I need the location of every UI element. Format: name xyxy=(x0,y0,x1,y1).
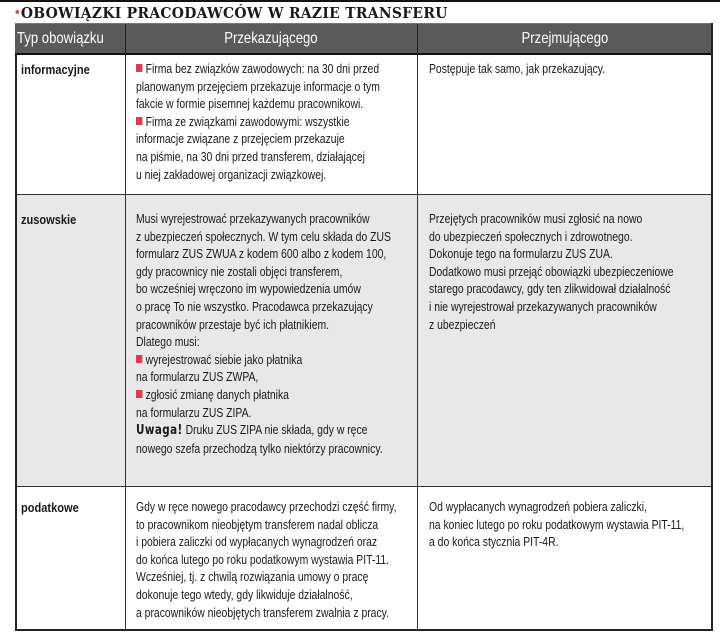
text-line: na koniec lutego po roku podatkowym wystawia PIT-11, xyxy=(429,516,685,532)
line-text: u niej zakładowej organizacji związkowej. xyxy=(136,166,327,182)
line-text: to pracownikom nieobjętym transferem nadal oblicza xyxy=(136,516,379,532)
header-type-label: Typ obowiązku xyxy=(17,30,104,47)
text-line xyxy=(136,95,380,113)
header-przekazujacego xyxy=(125,24,417,54)
bullet-icon xyxy=(136,64,142,72)
przejmujacego-cell xyxy=(429,60,649,78)
text-line: Dokonuje tego na formularzu ZUS ZUA. xyxy=(429,246,613,262)
bullet-icon xyxy=(136,390,142,398)
line-text: Musi wyrejestrować przekazywanych pracowników xyxy=(136,211,370,226)
line-text: do końca lutego po roku podatkowym wystawia PIT-11. xyxy=(136,551,390,567)
text-line xyxy=(136,440,391,458)
line-text: na formularzu ZUS ZWPA, xyxy=(136,369,259,385)
table-row xyxy=(15,195,713,487)
line-text: nowego szefa przechodzą tylko niektórzy pracownicy. xyxy=(136,440,383,456)
table-right-border xyxy=(711,23,713,631)
obligation-type-label: zusowskie xyxy=(21,212,77,227)
line-text: wyrejestrować siebie jako płatnika xyxy=(145,351,303,367)
line-text: Druku ZUS ZIPA nie składa, gdy w ręce xyxy=(182,422,368,438)
table-title xyxy=(14,4,448,22)
text-line xyxy=(136,245,391,263)
text-line xyxy=(136,78,380,96)
line-text: Wcześniej, tj. z chwilą rozwiązania umowy o pracę xyxy=(136,569,369,585)
text-line xyxy=(136,368,391,386)
obligation-type xyxy=(21,499,89,517)
obligation-type-label: informacyjne xyxy=(21,62,90,77)
text-line xyxy=(136,166,380,184)
text-line xyxy=(136,351,391,369)
text-line xyxy=(136,298,391,316)
text-line xyxy=(136,130,380,148)
text-line xyxy=(136,586,396,604)
column-divider xyxy=(417,55,418,194)
header-divider xyxy=(417,24,418,54)
column-divider xyxy=(125,195,126,486)
warning-label: Uwaga! xyxy=(136,423,183,439)
table-left-border xyxy=(15,55,17,631)
line-text: dokonuje tego wtedy, gdy likwiduje działalność, xyxy=(136,586,353,602)
column-divider xyxy=(125,55,126,194)
text-line xyxy=(136,316,391,334)
title-text: OBOWIĄZKI PRACODAWCÓW W RAZIE TRANSFERU xyxy=(20,4,448,22)
text-line: z ubezpieczeń xyxy=(429,316,496,332)
przekazujacego-cell xyxy=(136,210,455,457)
obligation-type xyxy=(21,211,86,229)
table-row xyxy=(15,55,713,195)
text-line xyxy=(136,386,391,404)
bullet-icon xyxy=(136,117,142,125)
text-line: Przejętych pracowników musi zgłosić na nowo xyxy=(429,211,643,226)
text-line: a do końca stycznia PIT-4R. xyxy=(429,534,559,550)
text-line xyxy=(136,333,391,351)
line-text: zgłosić zmianę danych płatnika xyxy=(145,386,289,402)
obligation-type xyxy=(21,61,102,79)
line-text: Dlatego musi: xyxy=(136,334,200,350)
text-line xyxy=(136,551,396,569)
title-marker-icon: • xyxy=(14,6,21,19)
line-text: pracowników przestaje być ich płatnikiem. xyxy=(136,316,330,332)
text-line xyxy=(136,60,380,78)
text-line xyxy=(136,148,380,166)
line-text: fakcie w formie pisemnej każdemu pracownikowi. xyxy=(136,96,364,112)
text-line xyxy=(136,280,391,298)
header-divider xyxy=(125,24,126,54)
line-text: Gdy w ręce nowego pracodawcy przechodzi część firmy, xyxy=(136,499,397,514)
line-text: a pracowników nieobjętych transferem zwalnia z pracy. xyxy=(136,604,389,620)
column-divider xyxy=(125,487,126,630)
przekazujacego-cell xyxy=(136,498,462,621)
line-text: Firma bez związków zawodowych: na 30 dni przed xyxy=(145,61,380,76)
column-divider xyxy=(417,487,418,630)
text-line xyxy=(136,228,391,246)
line-text: Firma ze związkami zawodowymi: wszystkie xyxy=(145,113,350,129)
table-bottom-border xyxy=(15,629,713,631)
header-przekazujacego-label: Przekazującego xyxy=(224,30,318,47)
column-divider xyxy=(417,195,418,486)
obligations-table xyxy=(15,23,713,631)
text-line: i nie wyrejestrował przekazywanych pracowników xyxy=(429,298,657,314)
line-text: o pracę To nie wszystko. Pracodawca przekazujący xyxy=(136,298,373,314)
header-przejmujacego xyxy=(417,24,713,54)
text-line: Postępuje tak samo, jak przekazujący. xyxy=(429,61,606,76)
line-text: gdy pracownicy nie zostali objęci transferem, xyxy=(136,263,343,279)
text-line xyxy=(136,113,380,131)
header-type xyxy=(17,24,125,54)
text-line: starego pracodawcy, gdy ten zlikwidował działalność xyxy=(429,281,671,297)
text-line: do ubezpieczeń społecznych i zdrowotnego. xyxy=(429,228,633,244)
line-text: planowanym przejęciem przekazuje informacje o tym xyxy=(136,78,380,94)
bullet-icon xyxy=(136,355,142,363)
text-line: Od wypłacanych wynagrodzeń pobiera zaliczki, xyxy=(429,499,647,514)
line-text: bo wcześniej wręczono im wypowiedzenia umów xyxy=(136,281,361,297)
przejmujacego-cell xyxy=(429,210,720,333)
text-line xyxy=(136,498,396,516)
text-line xyxy=(136,210,391,228)
text-line xyxy=(136,263,391,281)
text-line xyxy=(136,568,396,586)
text-line xyxy=(136,421,391,440)
line-text: informacje związane z przejęciem przekazuje xyxy=(136,131,345,147)
text-line xyxy=(136,604,396,622)
obligation-type-label: podatkowe xyxy=(21,500,79,515)
text-line xyxy=(136,533,396,551)
przekazujacego-cell xyxy=(136,60,441,183)
line-text: na piśmie, na 30 dni przed transferem, działającej xyxy=(136,148,365,164)
text-line xyxy=(136,516,396,534)
przejmujacego-cell xyxy=(429,498,720,551)
table-row xyxy=(15,487,713,631)
header-przejmujacego-label: Przejmującego xyxy=(521,30,609,47)
line-text: i pobiera zaliczki od wypłacanych wynagrodzeń oraz xyxy=(136,534,378,550)
text-line xyxy=(136,404,391,422)
text-line: Dodatkowo musi przejąć obowiązki ubezpieczeniowe xyxy=(429,263,674,279)
line-text: na formularzu ZUS ZIPA. xyxy=(136,404,252,420)
table-header xyxy=(15,23,713,55)
line-text: formularz ZUS ZWUA z kodem 600 albo z kodem 100, xyxy=(136,246,387,262)
line-text: z ubezpieczeń społecznych. W tym celu składa do ZUS xyxy=(136,228,391,244)
top-rule xyxy=(0,0,720,2)
